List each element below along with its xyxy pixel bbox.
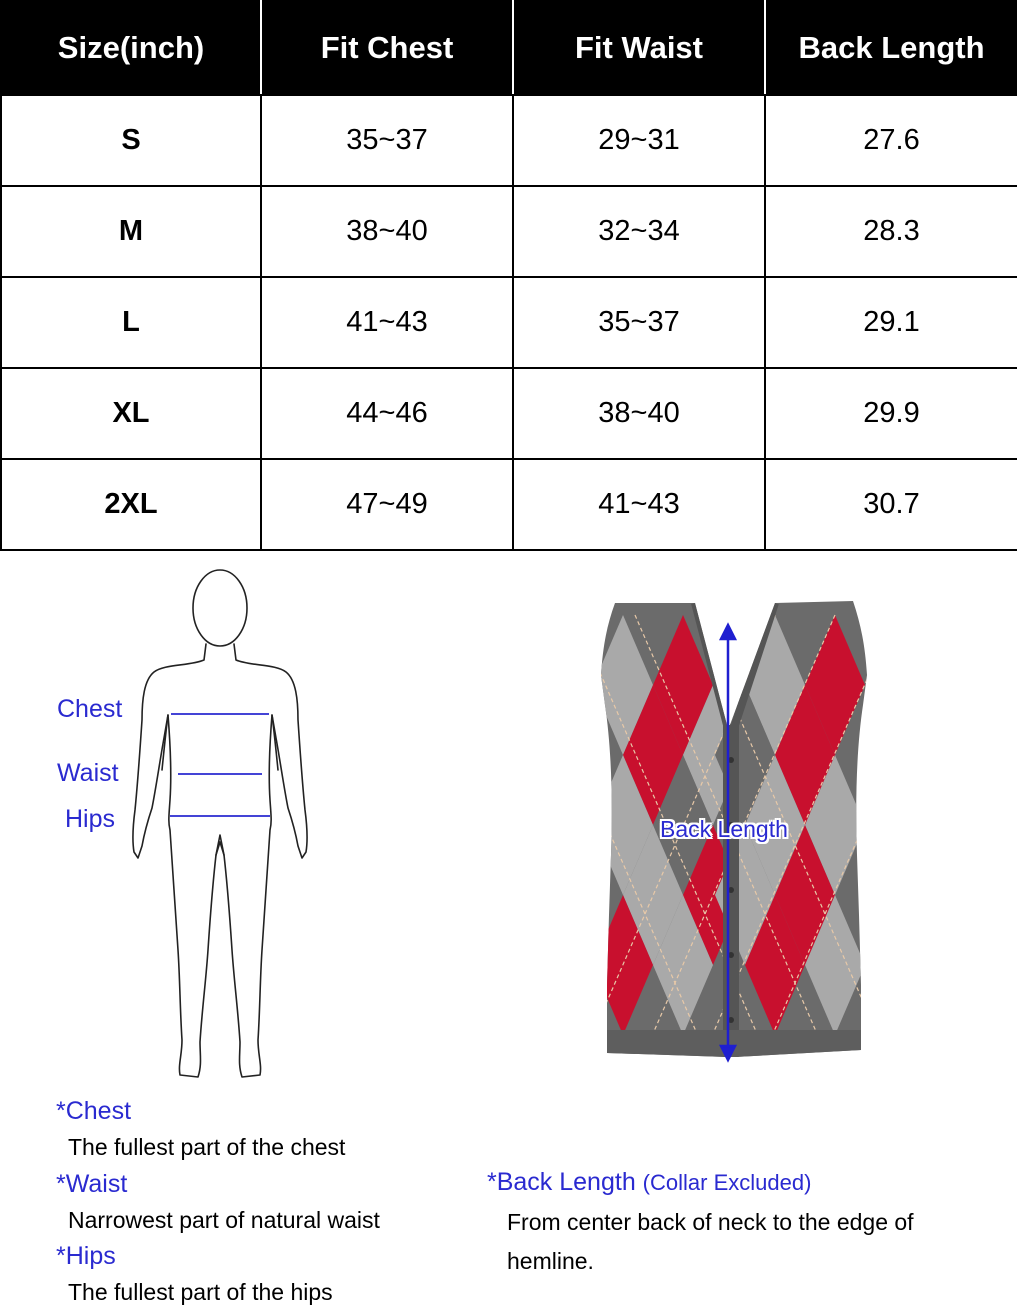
back-length-definition-line2: hemline. [507,1248,594,1274]
back-length-definition-line1: From center back of neck to the edge of [507,1209,914,1235]
back-length-cell: 29.1 [765,277,1017,368]
chest-cell: 47~49 [261,459,513,550]
body-outline-illustration [120,560,320,1090]
size-cell: 2XL [1,459,261,550]
header-back-length: Back Length [765,1,1017,95]
back-length-definition-term [487,1168,811,1197]
waist-cell: 41~43 [513,459,765,550]
chest-definition-text: The fullest part of the chest [68,1134,346,1160]
chest-cell: 38~40 [261,186,513,277]
table-row [1,95,1017,186]
collar-excluded-note: (Collar Excluded) [642,1170,812,1195]
waist-cell: 32~34 [513,186,765,277]
chest-cell: 44~46 [261,368,513,459]
table-row [1,368,1017,459]
back-length-caption: Back Length [660,816,788,842]
header-size: Size(inch) [1,1,261,95]
waist-definition-term: *Waist [56,1170,128,1198]
size-cell: M [1,186,261,277]
torso-outline [133,644,307,1077]
head-outline [193,570,247,646]
waist-label: Waist [57,759,119,787]
waist-definition-text: Narrowest part of natural waist [68,1207,380,1233]
header-fit-waist: Fit Waist [513,1,765,95]
chest-label: Chest [57,695,123,723]
back-length-cell: 27.6 [765,95,1017,186]
table-row [1,277,1017,368]
header-fit-chest: Fit Chest [261,1,513,95]
waist-cell: 35~37 [513,277,765,368]
chest-cell: 35~37 [261,95,513,186]
chest-definition-term: *Chest [56,1097,132,1125]
table-row [1,186,1017,277]
size-cell: XL [1,368,261,459]
hips-label: Hips [65,805,116,833]
hips-definition-term: *Hips [56,1242,116,1270]
size-cell: L [1,277,261,368]
waist-cell: 38~40 [513,368,765,459]
back-length-term-label: *Back Length [487,1168,636,1196]
table-row [1,459,1017,550]
chest-cell: 41~43 [261,277,513,368]
back-length-cell: 29.9 [765,368,1017,459]
waist-cell: 29~31 [513,95,765,186]
table-header-row [1,1,1017,95]
hips-definition-text: The fullest part of the hips [68,1279,333,1305]
size-cell: S [1,95,261,186]
size-chart-table [0,0,1017,551]
back-length-cell: 30.7 [765,459,1017,550]
crotch-line [216,842,224,855]
back-length-cell: 28.3 [765,186,1017,277]
